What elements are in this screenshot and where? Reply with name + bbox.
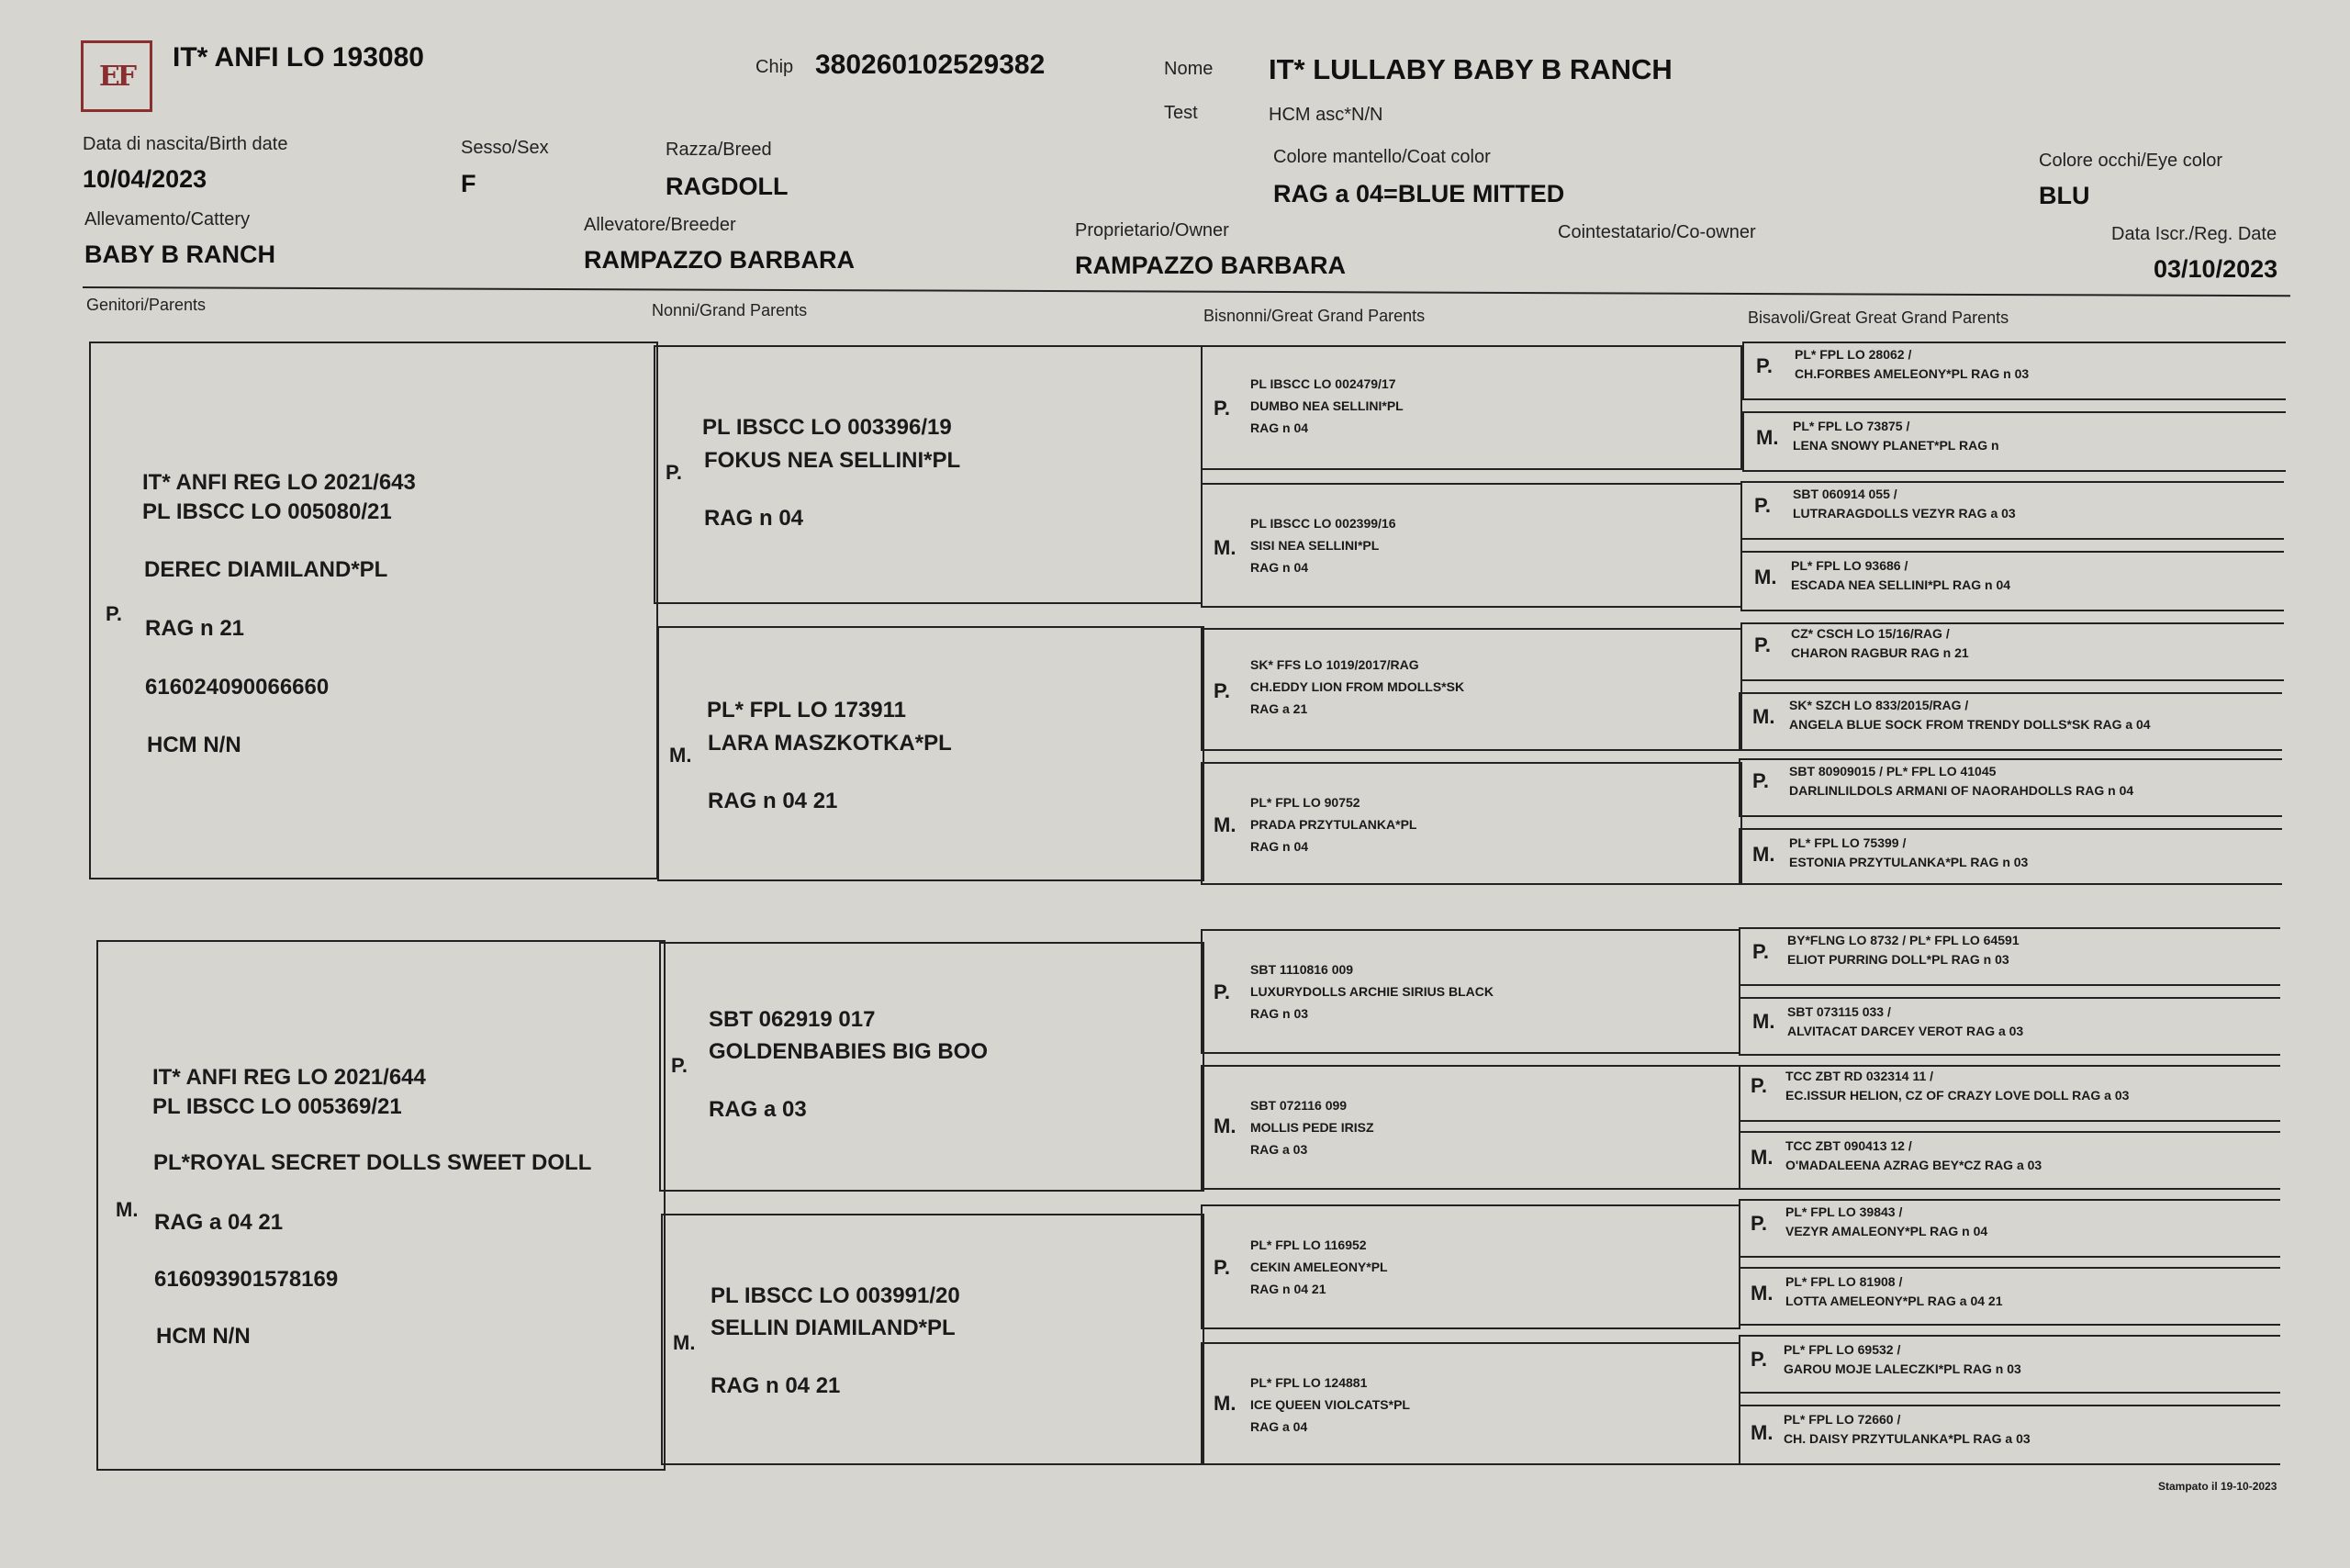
grandparent-name: SELLIN DIAMILAND*PL: [711, 1316, 956, 1340]
grandparent-line: RAG a 03: [709, 1097, 807, 1122]
great-grandparent-name: SISI NEA SELLINI*PL: [1250, 538, 1380, 553]
eye-color-label: Colore occhi/Eye color: [2039, 151, 2223, 171]
grandparent-role: P.: [671, 1054, 688, 1077]
grandparent-role: M.: [673, 1331, 696, 1354]
col-grandparents-heading: Nonni/Grand Parents: [652, 301, 808, 319]
great-grandparent-name: ICE QUEEN VIOLCATS*PL: [1250, 1397, 1410, 1412]
gg-grandparent-role: P.: [1751, 1212, 1767, 1235]
gg-grandparent-name: ESCADA NEA SELLINI*PL RAG n 04: [1791, 577, 2011, 592]
cattery-value: BABY B RANCH: [84, 241, 276, 268]
col-parents-heading: Genitori/Parents: [86, 296, 207, 314]
parent-sire-role: P.: [106, 602, 122, 625]
gg-grandparent-line: BY*FLNG LO 8732 / PL* FPL LO 64591: [1787, 933, 2020, 947]
gg-grandparent-line: PL* FPL LO 93686 /: [1791, 558, 1908, 573]
owner-label: Proprietario/Owner: [1075, 220, 1229, 241]
grandparent-role: P.: [666, 461, 682, 484]
grandparent-box: [659, 942, 1204, 1192]
cattery-label: Allevamento/Cattery: [84, 209, 251, 230]
coat-color-value: RAG a 04=BLUE MITTED: [1273, 180, 1565, 207]
gg-grandparent-role: M.: [1751, 1421, 1774, 1444]
great-grandparent-line: RAG n 04: [1250, 839, 1309, 854]
great-grandparent-role: M.: [1214, 536, 1237, 559]
gg-grandparent-name: CH. DAISY PRZYTULANKA*PL RAG a 03: [1784, 1431, 2031, 1446]
great-grandparent-role: P.: [1214, 397, 1230, 420]
parent-sire-chip: 616024090066660: [145, 675, 330, 700]
parent-sire-line: HCM N/N: [147, 733, 241, 757]
gg-grandparent-role: M.: [1751, 1146, 1774, 1169]
great-grandparent-role: P.: [1214, 679, 1230, 702]
chip-label: Chip: [755, 57, 794, 77]
gg-grandparent-name: GAROU MOJE LALECZKI*PL RAG n 03: [1784, 1361, 2021, 1376]
cat-name: IT* LULLABY BABY B RANCH: [1269, 53, 1673, 85]
gg-grandparent-role: M.: [1756, 426, 1779, 449]
parent-dam-name: PL*ROYAL SECRET DOLLS SWEET DOLL: [153, 1150, 592, 1175]
coowner-label: Cointestatario/Co-owner: [1558, 222, 1756, 242]
name-label: Nome: [1164, 59, 1214, 79]
parent-dam-line: HCM N/N: [156, 1324, 251, 1349]
grandparent-line: RAG n 04 21: [711, 1373, 841, 1398]
gg-grandparent-role: P.: [1751, 1074, 1767, 1097]
gg-grandparent-line: PL* FPL LO 73875 /: [1793, 419, 1910, 433]
parent-dam-box: [96, 940, 666, 1471]
great-grandparent-line: PL IBSCC LO 002399/16: [1250, 516, 1396, 531]
gg-grandparent-name: DARLINLILDOLS ARMANI OF NAORAHDOLLS RAG n 04: [1789, 783, 2134, 798]
parent-sire-line: IT* ANFI REG LO 2021/643: [142, 470, 416, 495]
grandparent-name: GOLDENBABIES BIG BOO: [709, 1039, 989, 1064]
gg-grandparent-name: LUTRARAGDOLLS VEZYR RAG a 03: [1793, 506, 2016, 521]
gg-grandparent-role: M.: [1754, 566, 1777, 588]
grandparent-line: RAG n 04 21: [708, 789, 838, 813]
gg-grandparent-line: PL* FPL LO 28062 /: [1795, 347, 1912, 362]
great-grandparent-line: RAG a 21: [1250, 701, 1308, 716]
great-grandparent-line: RAG n 03: [1250, 1006, 1309, 1021]
gg-grandparent-name: LOTTA AMELEONY*PL RAG a 04 21: [1785, 1294, 2003, 1308]
grandparent-line: RAG n 04: [704, 506, 804, 531]
great-grandparent-line: PL* FPL LO 124881: [1250, 1375, 1368, 1390]
grandparent-line: PL* FPL LO 173911: [707, 698, 906, 722]
gg-grandparent-role: P.: [1754, 633, 1771, 656]
grandparent-box: [654, 345, 1203, 604]
gg-grandparent-line: PL* FPL LO 69532 /: [1784, 1342, 1901, 1357]
grandparent-name: LARA MASZKOTKA*PL: [708, 731, 952, 756]
gg-grandparent-line: PL* FPL LO 81908 /: [1785, 1274, 1903, 1289]
coat-color-label: Colore mantello/Coat color: [1273, 147, 1491, 167]
gg-grandparent-name: O'MADALEENA AZRAG BEY*CZ RAG a 03: [1785, 1158, 2042, 1172]
gg-grandparent-name: LENA SNOWY PLANET*PL RAG n: [1793, 438, 1999, 453]
gg-grandparent-role: P.: [1756, 354, 1773, 377]
gg-grandparent-line: SBT 060914 055 /: [1793, 487, 1897, 501]
grandparent-name: FOKUS NEA SELLINI*PL: [704, 448, 961, 473]
sex-value: F: [461, 170, 476, 197]
gg-grandparent-role: M.: [1752, 1010, 1775, 1033]
great-grandparent-role: M.: [1214, 1114, 1237, 1137]
great-grandparent-name: CEKIN AMELEONY*PL: [1250, 1260, 1388, 1274]
owner-value: RAMPAZZO BARBARA: [1075, 252, 1346, 279]
parent-dam-line: IT* ANFI REG LO 2021/644: [152, 1065, 426, 1090]
gg-grandparent-line: SBT 073115 033 /: [1787, 1004, 1891, 1019]
parent-dam-line: RAG a 04 21: [154, 1210, 284, 1235]
gg-grandparent-name: CHARON RAGBUR RAG n 21: [1791, 645, 1969, 660]
gg-grandparent-name: CH.FORBES AMELEONY*PL RAG n 03: [1795, 366, 2030, 381]
parent-sire-box: [89, 342, 658, 879]
great-grandparent-name: LUXURYDOLLS ARCHIE SIRIUS BLACK: [1250, 984, 1494, 999]
gg-grandparent-name: ANGELA BLUE SOCK FROM TRENDY DOLLS*SK RAG a 04: [1789, 717, 2151, 732]
great-grandparent-line: RAG a 03: [1250, 1142, 1308, 1157]
breeder-label: Allevatore/Breeder: [584, 215, 736, 235]
col-great-grandparents-heading: Bisnonni/Great Grand Parents: [1203, 307, 1426, 325]
gg-grandparent-line: TCC ZBT 090413 12 /: [1785, 1138, 1912, 1153]
gg-grandparent-role: P.: [1754, 494, 1771, 517]
gg-grandparent-line: PL* FPL LO 75399 /: [1789, 835, 1907, 850]
chip-value: 380260102529382: [815, 50, 1046, 80]
parent-sire-line: RAG n 21: [145, 616, 245, 641]
breed-label: Razza/Breed: [666, 140, 772, 160]
breeder-value: RAMPAZZO BARBARA: [584, 246, 855, 274]
eye-color-value: BLU: [2039, 182, 2090, 209]
col-great-great-grandparents-heading: Bisavoli/Great Great Grand Parents: [1748, 308, 2009, 327]
gg-grandparent-name: ALVITACAT DARCEY VEROT RAG a 03: [1787, 1024, 2024, 1038]
gg-grandparent-role: P.: [1752, 769, 1769, 792]
feline-federation-logo: EF: [81, 40, 152, 112]
printed-date: Stampato il 19-10-2023: [2158, 1480, 2277, 1493]
great-grandparent-role: P.: [1214, 980, 1230, 1003]
great-grandparent-line: RAG n 04: [1250, 560, 1309, 575]
gg-grandparent-line: CZ* CSCH LO 15/16/RAG /: [1791, 626, 1950, 641]
gg-grandparent-line: PL* FPL LO 39843 /: [1785, 1204, 1903, 1219]
gg-grandparent-role: M.: [1752, 705, 1775, 728]
gg-grandparent-role: M.: [1752, 843, 1775, 866]
parent-dam-line: PL IBSCC LO 005369/21: [152, 1094, 402, 1119]
birth-date-value: 10/04/2023: [83, 165, 207, 193]
parent-dam-role: M.: [116, 1198, 139, 1221]
parent-sire-line: PL IBSCC LO 005080/21: [142, 499, 392, 524]
parent-dam-chip: 616093901578169: [154, 1267, 339, 1292]
reg-date-value: 03/10/2023: [2154, 255, 2278, 283]
test-label: Test: [1164, 103, 1198, 123]
great-grandparent-role: M.: [1214, 1392, 1237, 1415]
great-grandparent-line: RAG n 04 21: [1250, 1282, 1326, 1296]
great-grandparent-line: RAG n 04: [1250, 420, 1309, 435]
gg-grandparent-line: PL* FPL LO 72660 /: [1784, 1412, 1901, 1427]
great-grandparent-line: PL* FPL LO 90752: [1250, 795, 1360, 810]
breed-value: RAGDOLL: [666, 173, 789, 200]
registration-number: IT* ANFI LO 193080: [173, 42, 424, 73]
great-grandparent-line: PL IBSCC LO 002479/17: [1250, 376, 1396, 391]
gg-grandparent-name: VEZYR AMALEONY*PL RAG n 04: [1785, 1224, 1988, 1238]
grandparent-line: PL IBSCC LO 003991/20: [711, 1283, 960, 1308]
parent-sire-name: DEREC DIAMILAND*PL: [144, 557, 388, 582]
great-grandparent-line: PL* FPL LO 116952: [1250, 1238, 1367, 1252]
reg-date-label: Data Iscr./Reg. Date: [2111, 224, 2277, 244]
header-divider: [83, 286, 2290, 297]
test-value: HCM asc*N/N: [1269, 105, 1383, 125]
gg-grandparent-line: SBT 80909015 / PL* FPL LO 41045: [1789, 764, 1997, 778]
gg-grandparent-role: P.: [1752, 940, 1769, 963]
grandparent-line: SBT 062919 017: [709, 1007, 876, 1032]
gg-grandparent-name: EC.ISSUR HELION, CZ OF CRAZY LOVE DOLL RAG a 03: [1785, 1088, 2130, 1103]
great-grandparent-name: PRADA PRZYTULANKA*PL: [1250, 817, 1417, 832]
great-grandparent-line: SBT 1110816 009: [1250, 962, 1354, 977]
gg-grandparent-line: SK* SZCH LO 833/2015/RAG /: [1789, 698, 1969, 712]
great-grandparent-line: SK* FFS LO 1019/2017/RAG: [1250, 657, 1419, 672]
great-grandparent-role: M.: [1214, 813, 1237, 836]
birth-date-label: Data di nascita/Birth date: [83, 134, 288, 154]
grandparent-line: PL IBSCC LO 003396/19: [702, 415, 952, 440]
great-grandparent-line: RAG a 04: [1250, 1419, 1308, 1434]
gg-grandparent-name: ESTONIA PRZYTULANKA*PL RAG n 03: [1789, 855, 2029, 869]
sex-label: Sesso/Sex: [461, 138, 549, 158]
gg-grandparent-name: ELIOT PURRING DOLL*PL RAG n 03: [1787, 952, 2009, 967]
great-grandparent-role: P.: [1214, 1256, 1230, 1279]
gg-grandparent-role: M.: [1751, 1282, 1774, 1305]
grandparent-role: M.: [669, 744, 692, 767]
great-grandparent-name: CH.EDDY LION FROM MDOLLS*SK: [1250, 679, 1465, 694]
great-grandparent-name: DUMBO NEA SELLINI*PL: [1250, 398, 1404, 413]
great-grandparent-line: SBT 072116 099: [1250, 1098, 1348, 1113]
great-grandparent-name: MOLLIS PEDE IRISZ: [1250, 1120, 1374, 1135]
gg-grandparent-role: P.: [1751, 1348, 1767, 1371]
gg-grandparent-line: TCC ZBT RD 032314 11 /: [1785, 1069, 1934, 1083]
